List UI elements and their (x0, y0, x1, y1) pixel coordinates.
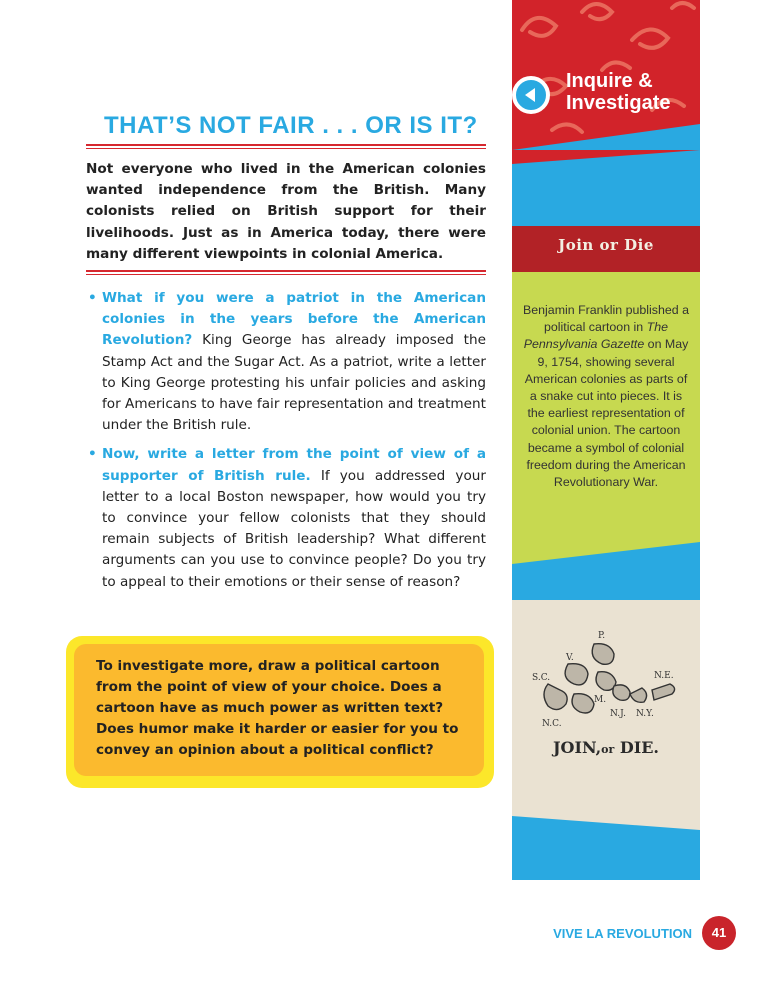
band-shading (512, 816, 700, 880)
arrow-left-icon (512, 76, 550, 114)
snake-tail-segment (544, 684, 567, 710)
title-divider (86, 144, 486, 146)
sidebar (512, 0, 700, 880)
snake-segment (630, 688, 647, 702)
colony-label: M. (594, 695, 607, 705)
title-divider-thin (86, 148, 486, 149)
sidebar-blue-band (512, 150, 700, 226)
prompt-question: Now, write a letter from the point of view of a supporter of British rule. (102, 446, 486, 484)
caption-die: DIE. (619, 738, 659, 757)
bullet-icon: • (88, 290, 97, 306)
prompt-item (86, 288, 486, 436)
snake-head (652, 684, 675, 700)
colony-label: V. (566, 653, 574, 663)
footer-book-title: VIVE LA REVOLUTION (553, 926, 692, 941)
caption-or: or (601, 743, 615, 756)
caption-join: JOIN, (552, 738, 602, 757)
intro-divider (86, 270, 486, 272)
snake-segment (613, 685, 630, 700)
sidebar-blue-band-3 (512, 816, 700, 880)
header-line-2: Investigate (566, 92, 671, 114)
prompt-list (86, 288, 486, 601)
description-after: on May 9, 1754, showing several American colonies as parts of a snake cut into pieces. It is the earliest representation of colonial union. The cartoon became a symbol of colonial freedom during the American Revolutionary War. (524, 337, 689, 490)
ribbon-title: Join or Die (558, 236, 654, 254)
snake-segment (572, 694, 594, 713)
callout-text: To investigate more, draw a political cartoon from the point of view of your choice. Does a cartoon have as much power as written text? Does humor make it harder or easier for you to convey an opinion about a political conflict? (96, 658, 459, 758)
bullet-icon: • (88, 446, 97, 463)
intro-divider-thin (86, 274, 486, 275)
inquire-investigate-header (566, 70, 706, 114)
cartoon-caption (512, 738, 700, 757)
investigate-callout (66, 636, 494, 788)
colony-label: N.E. (654, 671, 674, 681)
band-shading (512, 150, 700, 226)
intro-paragraph: Not everyone who lived in the American colonies wanted independence from the British. Many colonists relied on British support for their livelihoods. Just as in America today, there were many different viewpoints in colonial America. (86, 161, 486, 262)
colony-label: P. (598, 631, 606, 641)
arrow-left-glyph (516, 80, 546, 110)
colony-label: N.J. (610, 709, 626, 719)
colony-label: N.C. (542, 719, 562, 729)
prompt-text: King George has already imposed the Stamp Act and the Sugar Act. As a patriot, write a letter to King George protesting his unfair policies and asking for Americans to have fair representation and treatment under the British rule. (102, 332, 486, 434)
prompt-text: If you addressed your letter to a local Boston newspaper, how would you try to convince your fellow colonists that they should remain subjects of British leadership? What different arguments can you use to convince people? Do you try to appeal to their emotions or their sense of reason? (102, 467, 486, 590)
page-number: 41 (702, 916, 736, 950)
snake-segment (592, 644, 614, 665)
section-title: THAT’S NOT FAIR . . . OR IS IT? (104, 112, 478, 139)
description-before: Benjamin Franklin published a political cartoon in (523, 303, 689, 335)
newspaper-name: The Pennsylvania Gazette (523, 320, 668, 352)
snake-segment (565, 664, 588, 685)
sidebar-blue-band-2 (512, 564, 700, 600)
prompt-question: What if you were a patriot in the American colonies in the years before the American Revolution? (102, 290, 486, 349)
prompt-item (86, 444, 486, 592)
colony-label: S.C. (532, 673, 551, 683)
header-line-1: Inquire & (566, 70, 653, 92)
cartoon-description (522, 302, 690, 491)
colony-label: N.Y. (636, 709, 654, 719)
